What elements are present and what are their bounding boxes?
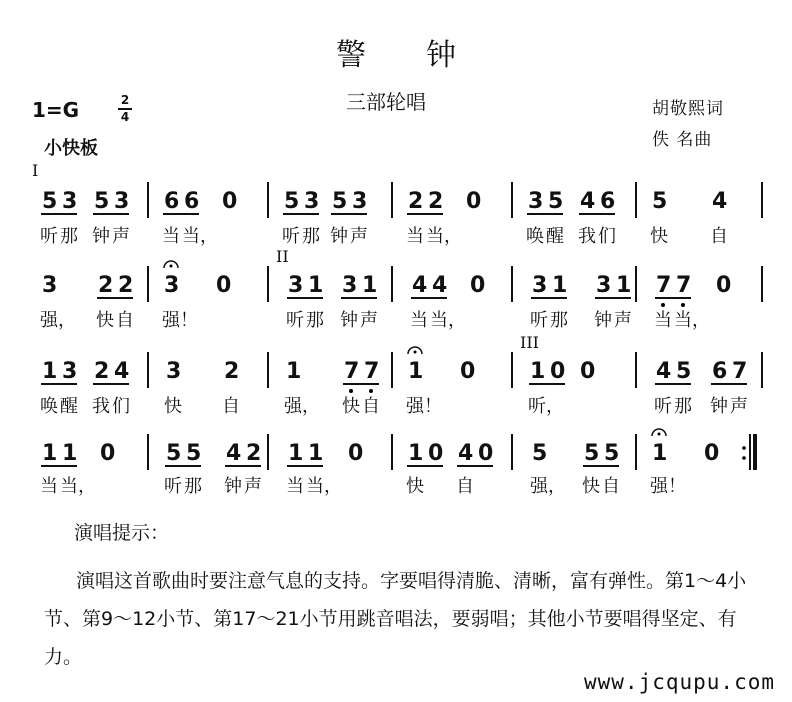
note: 3 — [342, 273, 358, 298]
lyric-syllable: 那 — [184, 476, 202, 497]
lyric-syllable: 听 — [164, 476, 182, 497]
note: 7 — [344, 359, 360, 384]
note: 0 — [348, 441, 364, 466]
note: 1 — [552, 273, 568, 298]
lyric-syllable: 快 — [164, 396, 182, 417]
note: 1 — [286, 359, 302, 384]
note: 1 — [288, 441, 304, 466]
lyric-syllable: 强！ — [650, 476, 686, 497]
lyric-syllable: 快 — [582, 476, 600, 497]
note: 4 — [412, 273, 428, 298]
note: 3 — [288, 273, 304, 298]
tips-text: 演唱这首歌曲时要注意气息的支持。字要唱得清脆、清晰，富有弹性。第1～4小节、第9～12小节、第17～21小节用跳音唱法，要弱唱；其他小节要唱得坚定、有力。 — [44, 570, 747, 668]
lyric-syllable: 唤 — [526, 226, 544, 247]
part-mark: III — [520, 333, 539, 352]
note: 1 — [652, 441, 668, 466]
note: 0 — [428, 441, 444, 466]
note: 5 — [186, 441, 202, 466]
note: 4 — [458, 441, 474, 466]
lyric-syllable: 钟 — [340, 310, 358, 331]
lyric-syllable: 当， — [426, 226, 462, 247]
song-title: 警钟 — [336, 38, 516, 73]
note: 5 — [676, 359, 692, 384]
note: 1 — [530, 359, 546, 384]
note: 0 — [216, 273, 232, 298]
low-octave-dot — [661, 303, 665, 307]
note: 0 — [466, 189, 482, 214]
lyric-syllable: 当， — [182, 226, 218, 247]
note: 1 — [308, 441, 324, 466]
note: 3 — [532, 273, 548, 298]
lyric-syllable: 当， — [60, 476, 96, 497]
note: 4 — [712, 189, 728, 214]
lyricist-credit: 胡敬熙词 — [652, 99, 724, 119]
note: 5 — [166, 441, 182, 466]
watermark-site: www.jcqupu.com — [584, 670, 776, 694]
note: 5 — [652, 189, 668, 214]
low-octave-dot — [349, 389, 353, 393]
note: 5 — [548, 189, 564, 214]
lyric-syllable: 强， — [284, 396, 320, 417]
note: 0 — [580, 359, 596, 384]
lyric-syllable: 当 — [654, 310, 672, 331]
note: 1 — [42, 441, 58, 466]
note: 4 — [656, 359, 672, 384]
lyric-syllable: 当 — [406, 226, 424, 247]
composer-credit: 佚 名曲 — [652, 130, 713, 150]
note: 0 — [222, 189, 238, 214]
note: 1 — [616, 273, 632, 298]
note: 5 — [332, 189, 348, 214]
note: 7 — [732, 359, 748, 384]
fermata-dot — [658, 433, 661, 436]
note: 3 — [164, 273, 180, 298]
lyric-syllable: 声 — [112, 226, 130, 247]
lyric-syllable: 醒 — [60, 396, 78, 417]
note: 1 — [408, 441, 424, 466]
note: 5 — [584, 441, 600, 466]
lyric-syllable: 那 — [60, 226, 78, 247]
lyric-syllable: 当， — [306, 476, 342, 497]
note: 0 — [478, 441, 494, 466]
lyric-syllable: 我 — [92, 396, 110, 417]
note: 3 — [114, 189, 130, 214]
lyric-syllable: 听 — [282, 226, 300, 247]
lyric-syllable: 自 — [602, 476, 620, 497]
lyric-syllable: 钟 — [710, 396, 728, 417]
note: 6 — [712, 359, 728, 384]
lyric-syllable: 声 — [360, 310, 378, 331]
note: 0 — [716, 273, 732, 298]
lyric-syllable: 快 — [96, 310, 114, 331]
lyric-syllable: 声 — [730, 396, 748, 417]
note: 5 — [604, 441, 620, 466]
subtitle: 三部轮唱 — [346, 90, 426, 114]
note: 3 — [166, 359, 182, 384]
tempo-marking: 小快板 — [44, 138, 98, 159]
lyric-syllable: 自 — [116, 310, 134, 331]
lyric-syllable: 快 — [342, 396, 360, 417]
note: 4 — [226, 441, 242, 466]
note: 4 — [580, 189, 596, 214]
lyric-syllable: 听 — [530, 310, 548, 331]
note: 0 — [704, 441, 720, 466]
note: 1 — [408, 359, 424, 384]
lyric-syllable: 自 — [710, 226, 728, 247]
fermata-dot — [414, 351, 417, 354]
note: 2 — [224, 359, 240, 384]
note: 3 — [352, 189, 368, 214]
note: 5 — [532, 441, 548, 466]
lyric-syllable: 醒 — [546, 226, 564, 247]
lyric-syllable: 当 — [40, 476, 58, 497]
note: 1 — [362, 273, 378, 298]
lyric-syllable: 强！ — [162, 310, 198, 331]
lyric-syllable: 当 — [286, 476, 304, 497]
lyric-syllable: 听 — [286, 310, 304, 331]
note: 2 — [246, 441, 262, 466]
lyric-syllable: 强， — [530, 476, 566, 497]
lyric-syllable: 我 — [578, 226, 596, 247]
part-mark: II — [276, 247, 289, 266]
note: 3 — [304, 189, 320, 214]
note: 6 — [600, 189, 616, 214]
note: 5 — [42, 189, 58, 214]
lyric-syllable: 钟 — [92, 226, 110, 247]
lyric-syllable: 唤 — [40, 396, 58, 417]
note: 3 — [528, 189, 544, 214]
lyric-syllable: 声 — [614, 310, 632, 331]
tips-heading: 演唱提示： — [74, 522, 170, 544]
note: 0 — [100, 441, 116, 466]
lyric-syllable: 声 — [350, 226, 368, 247]
lyric-syllable: 那 — [674, 396, 692, 417]
low-octave-dot — [681, 303, 685, 307]
lyric-syllable: 当， — [674, 310, 710, 331]
lyric-syllable: 听 — [654, 396, 672, 417]
note: 3 — [42, 273, 58, 298]
note: 2 — [118, 273, 134, 298]
lyric-syllable: 钟 — [594, 310, 612, 331]
key-signature: 1=G — [32, 98, 80, 122]
lyric-syllable: 自 — [362, 396, 380, 417]
note: 0 — [470, 273, 486, 298]
note: 2 — [94, 359, 110, 384]
lyric-syllable: 听 — [40, 226, 58, 247]
note: 7 — [364, 359, 380, 384]
lyric-syllable: 当 — [162, 226, 180, 247]
lyric-syllable: 强！ — [406, 396, 442, 417]
lyric-syllable: 当 — [410, 310, 428, 331]
note: 2 — [408, 189, 424, 214]
note: 6 — [164, 189, 180, 214]
note: 0 — [550, 359, 566, 384]
lyric-syllable: 那 — [306, 310, 324, 331]
note: 4 — [114, 359, 130, 384]
note: 2 — [428, 189, 444, 214]
lyric-syllable: 听， — [528, 396, 564, 417]
note: 0 — [460, 359, 476, 384]
lyric-syllable: 们 — [112, 396, 130, 417]
time-signature-top: 2 — [120, 93, 130, 107]
lyric-syllable: 钟 — [224, 476, 242, 497]
lyric-syllable: 强， — [40, 310, 76, 331]
lyric-syllable: 声 — [244, 476, 262, 497]
lyric-syllable: 当， — [430, 310, 466, 331]
lyric-syllable: 自 — [456, 476, 474, 497]
repeat-dot — [742, 446, 746, 450]
note: 3 — [596, 273, 612, 298]
lyric-syllable: 那 — [302, 226, 320, 247]
lyric-syllable: 快 — [650, 226, 668, 247]
lyric-syllable: 们 — [598, 226, 616, 247]
note: 7 — [656, 273, 672, 298]
lyric-syllable: 快 — [406, 476, 424, 497]
note: 3 — [62, 189, 78, 214]
note: 5 — [284, 189, 300, 214]
lyric-syllable: 钟 — [330, 226, 348, 247]
lyric-syllable: 自 — [222, 396, 240, 417]
low-octave-dot — [369, 389, 373, 393]
note: 1 — [42, 359, 58, 384]
note: 4 — [432, 273, 448, 298]
note: 1 — [308, 273, 324, 298]
note: 1 — [62, 441, 78, 466]
time-signature-bottom: 4 — [120, 110, 130, 124]
note: 3 — [62, 359, 78, 384]
note: 6 — [184, 189, 200, 214]
lyric-syllable: 那 — [550, 310, 568, 331]
fermata-dot — [170, 265, 173, 268]
note: 5 — [94, 189, 110, 214]
note: 7 — [676, 273, 692, 298]
repeat-dot — [742, 456, 746, 460]
note: 2 — [98, 273, 114, 298]
part-mark: I — [32, 161, 39, 180]
